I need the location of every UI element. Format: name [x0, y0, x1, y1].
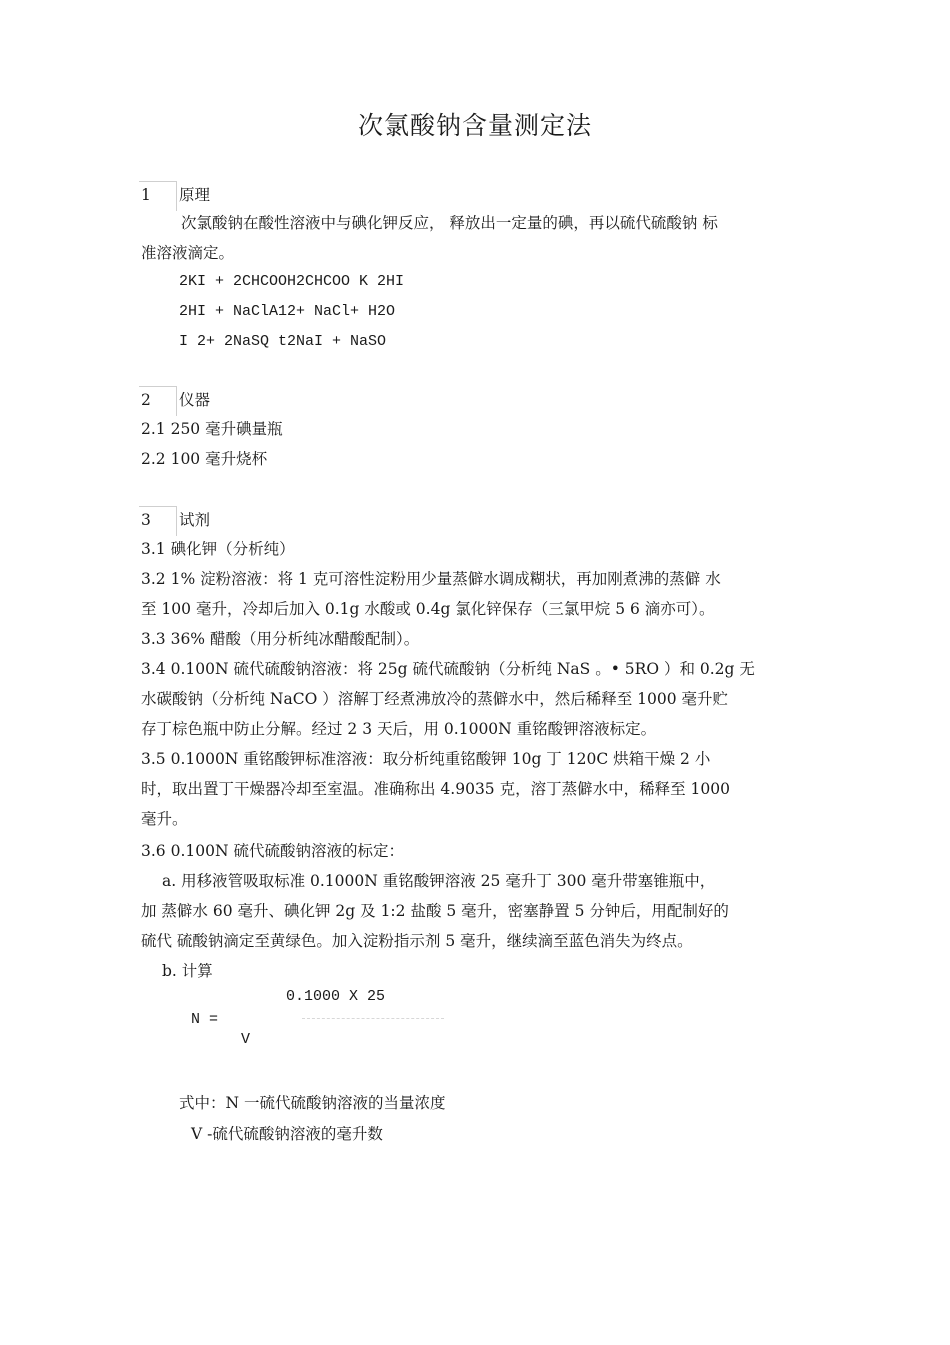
chemical-equation: 2HI + NaClA12+ NaCl+ H2O [179, 303, 396, 320]
list-item: 2.2 100 毫升烧杯 [141, 450, 268, 468]
section-number: 1 [141, 186, 151, 204]
text-line: 加 蒸僻水 60 毫升、碘化钾 2g 及 1:2 盐酸 5 毫升，密塞静置 5 分钟后，用配制好的 [141, 902, 729, 920]
text-line: 3.6 0.100N 硫代硫酸钠溶液的标定： [141, 842, 404, 860]
section-title: 原理 [179, 186, 211, 204]
chemical-equation: 2KI + 2CHCOOH2CHCOO K 2HI [179, 273, 405, 290]
text-line: 3.4 0.100N 硫代硫酸钠溶液：将 25g 硫代硫酸钠（分析纯 NaS 。• 5RO ）和 0.2g 无 [141, 660, 755, 678]
text-line: 至 100 毫升，冷却后加入 0.1g 水酸或 0.4g 氯化锌保存（三氯甲烷 5 6 滴亦可）。 [141, 600, 715, 618]
paragraph-line: 准溶液滴定。 [141, 244, 235, 262]
text-line: b. 计算 [162, 962, 213, 980]
text-line: 硫代 硫酸钠滴定至黄绿色。加入淀粉指示剂 5 毫升，继续滴至蓝色消失为终点。 [141, 932, 693, 950]
list-item: 2.1 250 毫升碘量瓶 [141, 420, 283, 438]
section-number: 3 [141, 511, 151, 529]
text-line: 存丁棕色瓶中防止分解。经过 2 3 天后，用 0.1000N 重铭酸钾溶液标定。 [141, 720, 657, 738]
section-number: 2 [141, 391, 151, 409]
text-line: 毫升。 [141, 810, 188, 828]
text-line: 3.3 36% 醋酸（用分析纯冰醋酸配制）。 [141, 630, 420, 648]
text-line: a. 用移液管吸取标准 0.1000N 重铭酸钾溶液 25 毫升丁 300 毫升带塞锥瓶中， [162, 872, 716, 890]
text-line: 3.2 1% 淀粉溶液：将 1 克可溶性淀粉用少量蒸僻水调成糊状，再加刚煮沸的蒸僻 水 [141, 570, 721, 588]
formula-denominator: V [241, 1031, 251, 1048]
chemical-equation: I 2+ 2NaSQ t2NaI + NaSO [179, 333, 387, 350]
text-line: 3.1 碘化钾（分析纯） [141, 540, 295, 558]
text-line: 3.5 0.1000N 重铭酸钾标准溶液：取分析纯重铭酸钾 10g 丁 120C 烘箱干燥 2 小 [141, 750, 711, 768]
section-title: 仪器 [179, 391, 211, 409]
note-line: 式中：N 一硫代硫酸钠溶液的当量浓度 [179, 1094, 446, 1112]
text-line: 水碳酸钠（分析纯 NaCO ）溶解丁经煮沸放冷的蒸僻水中，然后稀释至 1000 毫升贮 [141, 690, 729, 708]
formula-numerator: 0.1000 X 25 [286, 988, 386, 1005]
note-line: V -硫代硫酸钠溶液的毫升数 [191, 1125, 383, 1143]
text-line: 时，取出置丁干燥器冷却至室温。准确称出 4.9035 克，溶丁蒸僻水中，稀释至 1000 [141, 780, 730, 798]
document-title: 次氯酸钠含量测定法 [357, 111, 592, 140]
formula-lhs: N = [191, 1011, 219, 1028]
paragraph-line: 次氯酸钠在酸性溶液中与碘化钾反应， 释放出一定量的碘，再以硫代硫酸钠 标 [181, 214, 718, 232]
section-title: 试剂 [179, 511, 211, 529]
fraction-line [302, 1018, 444, 1019]
